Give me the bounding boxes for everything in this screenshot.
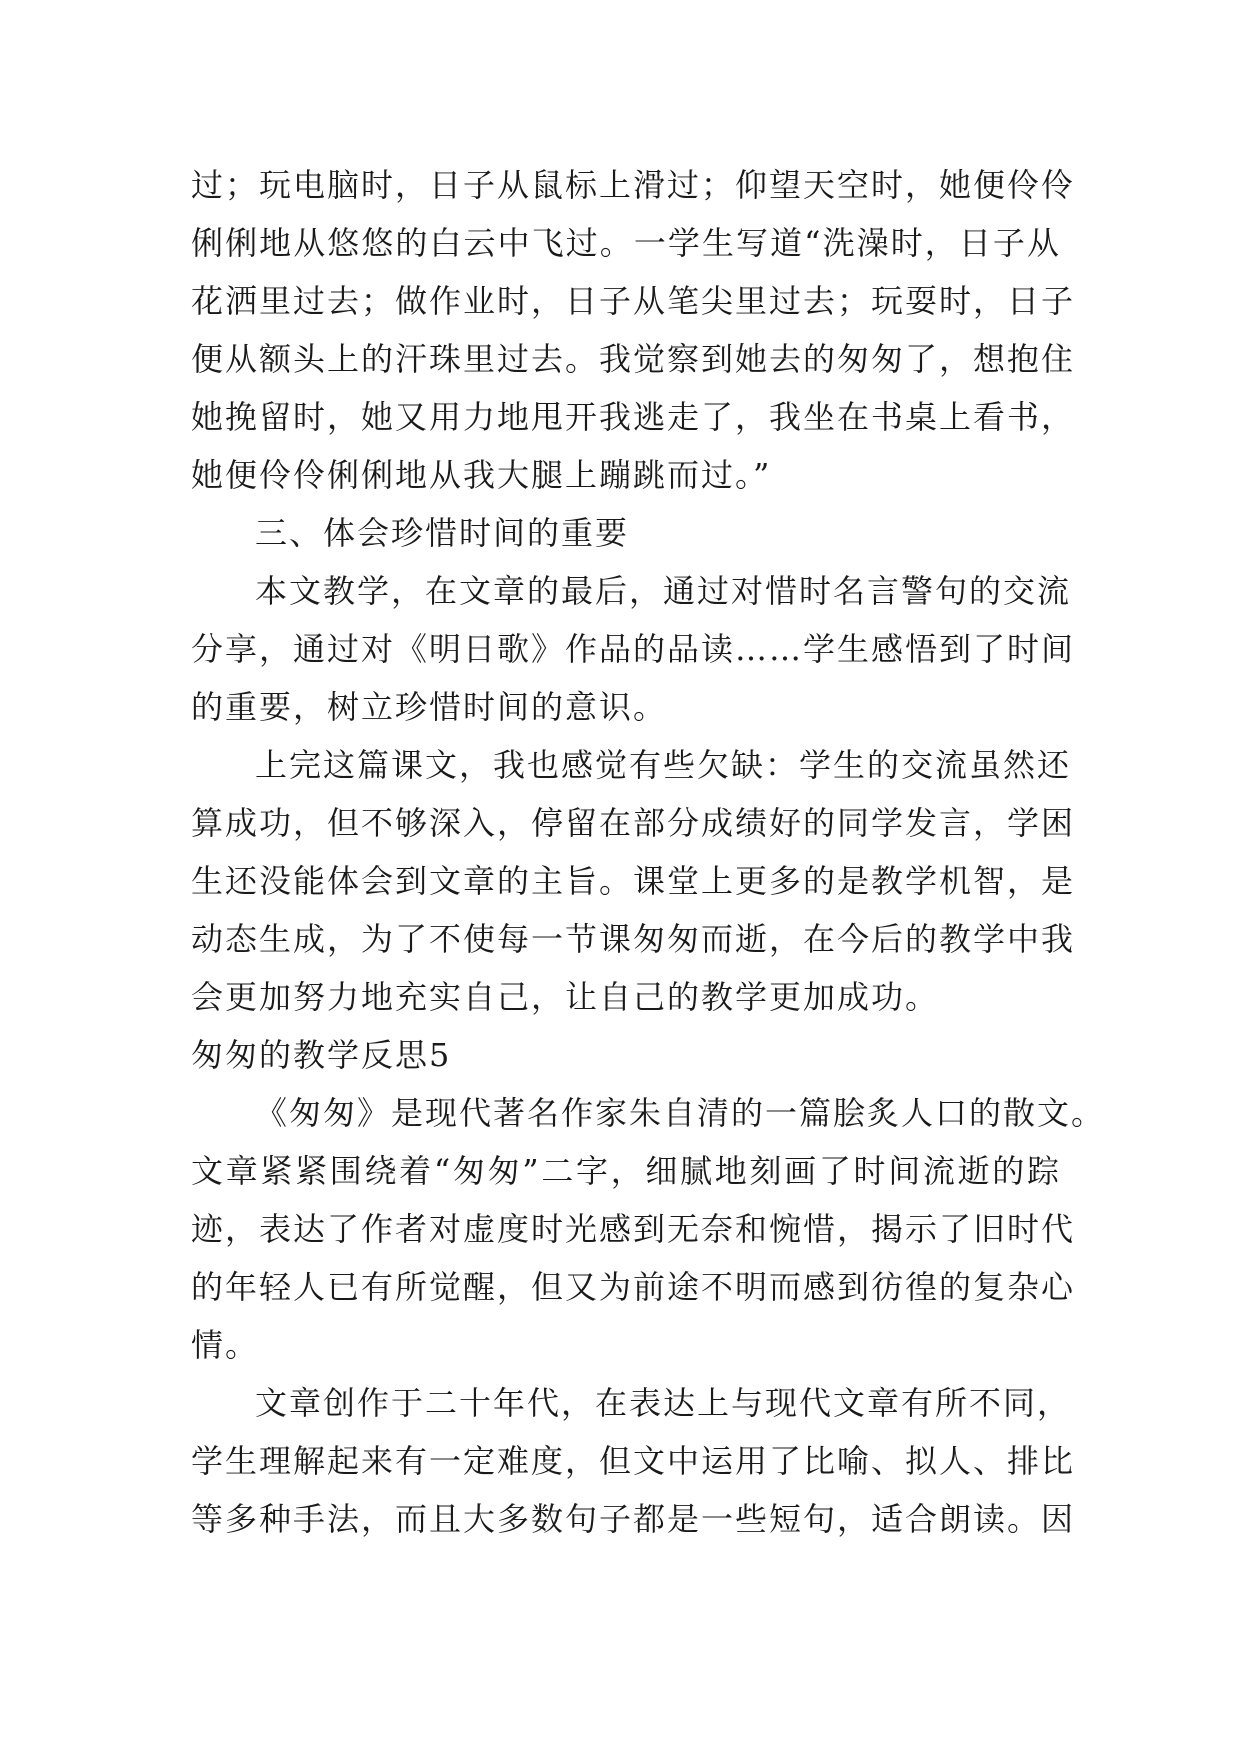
paragraph-line: 情。 [191, 1326, 260, 1364]
paragraph-line: 生还没能体会到文章的主旨。课堂上更多的是教学机智，是 [191, 862, 1076, 900]
paragraph-line: 文章紧紧围绕着“匆匆”二字，细腻地刻画了时间流逝的踪 [191, 1152, 1061, 1190]
paragraph-line: 分享，通过对《明日歌》作品的品读……学生感悟到了时间 [191, 630, 1076, 668]
document-body [191, 156, 1106, 1548]
paragraph-line: 她便伶伶俐俐地从我大腿上蹦跳而过。” [191, 456, 772, 494]
paragraph-line: 等多种手法，而且大多数句子都是一些短句，适合朗读。因 [191, 1500, 1076, 1538]
paragraph-line: 便从额头上的汗珠里过去。我觉察到她去的匆匆了，想抱住 [191, 340, 1076, 378]
paragraph-line: 学生理解起来有一定难度，但文中运用了比喻、拟人、排比 [191, 1442, 1076, 1480]
paragraph-line: 过；玩电脑时，日子从鼠标上滑过；仰望天空时，她便伶伶 [191, 166, 1076, 204]
paragraph-line: 上完这篇课文，我也感觉有些欠缺：学生的交流虽然还 [255, 746, 1072, 784]
paragraph-line: 的年轻人已有所觉醒，但又为前途不明而感到彷徨的复杂心 [191, 1268, 1076, 1306]
paragraph-line: 本文教学，在文章的最后，通过对惜时名言警句的交流 [255, 572, 1072, 610]
paragraph-line: 会更加努力地充实自己，让自己的教学更加成功。 [191, 978, 940, 1016]
paragraph-line: 俐俐地从悠悠的白云中飞过。一学生写道“洗澡时，日子从 [191, 224, 1061, 262]
paragraph-line: 她挽留时，她又用力地甩开我逃走了，我坐在书桌上看书， [191, 398, 1076, 436]
paragraph-line: 迹，表达了作者对虚度时光感到无奈和惋惜，揭示了旧时代 [191, 1210, 1076, 1248]
paragraph-line: 算成功，但不够深入，停留在部分成绩好的同学发言，学困 [191, 804, 1076, 842]
paragraph-line: 动态生成，为了不使每一节课匆匆而逝，在今后的教学中我 [191, 920, 1076, 958]
article-title: 匆匆的教学反思5 [191, 1036, 452, 1074]
paragraph-line: 花洒里过去；做作业时，日子从笔尖里过去；玩耍时，日子 [191, 282, 1076, 320]
paragraph-line: 文章创作于二十年代，在表达上与现代文章有所不同， [255, 1384, 1072, 1422]
paragraph-line: 《匆匆》是现代著名作家朱自清的一篇脍炙人口的散文。 [255, 1094, 1106, 1132]
paragraph-line: 的重要，树立珍惜时间的意识。 [191, 688, 668, 726]
section-heading: 三、体会珍惜时间的重要 [255, 514, 630, 552]
